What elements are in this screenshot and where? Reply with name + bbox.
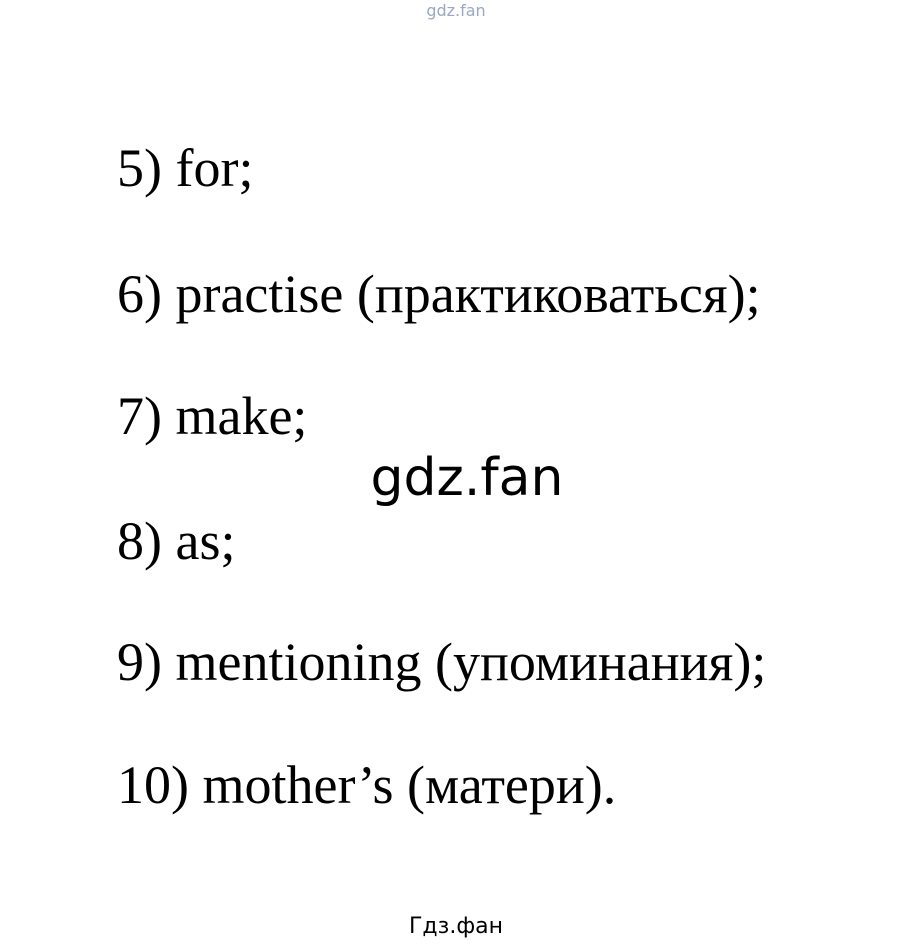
answer-item-7: 7) make;	[117, 386, 308, 446]
answer-item-9: 9) mentioning (упоминания);	[117, 632, 767, 692]
answer-item-6: 6) practise (практиковаться);	[117, 264, 761, 324]
answer-item-5: 5) for;	[117, 138, 254, 198]
top-watermark: gdz.fan	[426, 1, 486, 20]
center-watermark: gdz.fan	[370, 448, 564, 508]
bottom-caption: Гдз.фан	[409, 914, 503, 939]
answer-item-10: 10) mother’s (матери).	[117, 755, 617, 815]
answer-item-8: 8) as;	[117, 511, 236, 571]
